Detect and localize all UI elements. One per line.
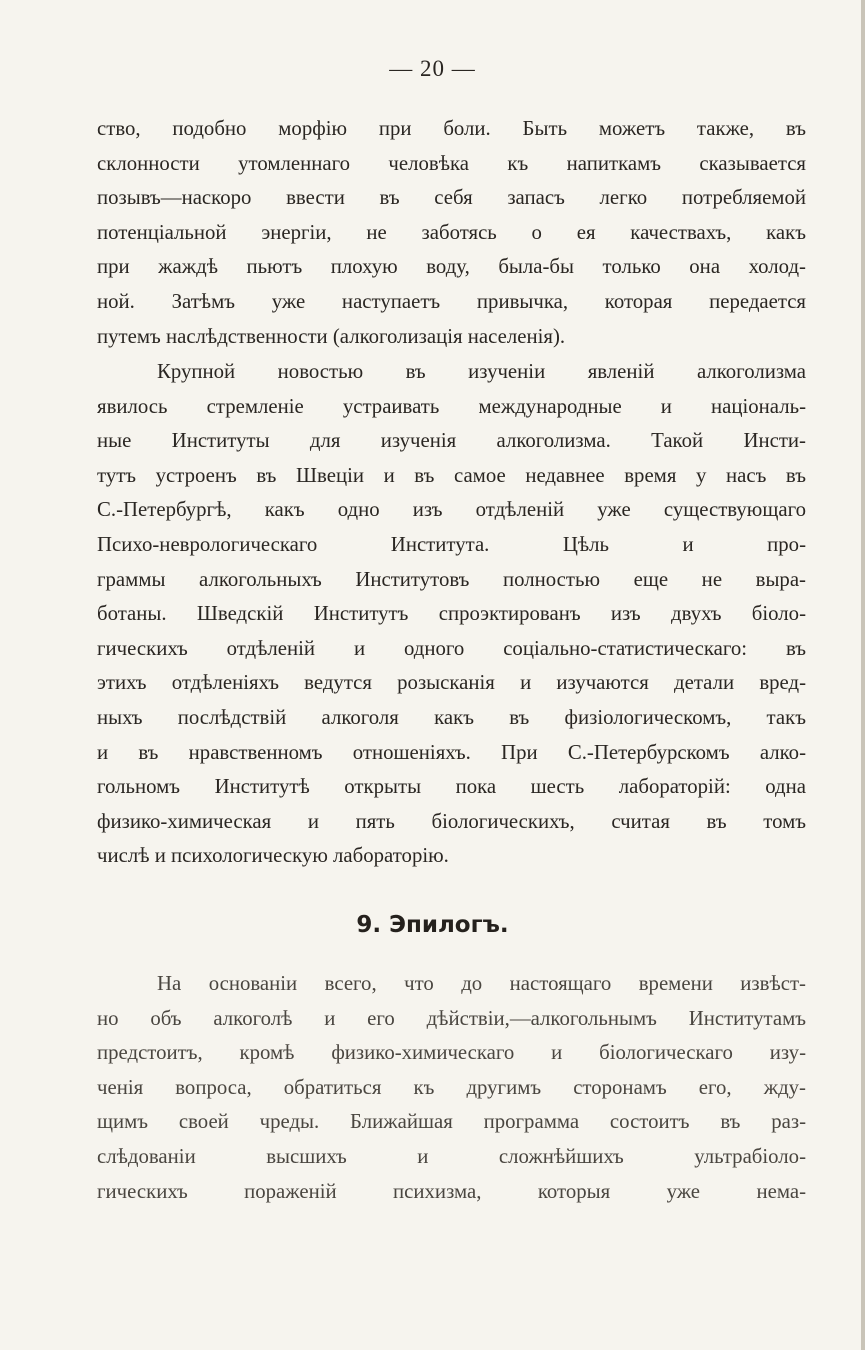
text-line: ныхъ послѣдствій алкоголя какъ въ физіологическомъ, такъ — [97, 705, 806, 729]
text-line: ной. Затѣмъ уже наступаетъ привычка, которая передается — [97, 289, 806, 313]
section-heading: 9. Эпилогъ. — [356, 912, 509, 938]
text-line: потенціальной энергіи, не заботясь о ея качествахъ, какъ — [97, 220, 806, 244]
text-line: гольномъ Институтѣ открыты пока шесть лабораторій: одна — [97, 775, 806, 799]
text-line: Крупной новостью въ изученіи явленій алкоголизма — [157, 360, 806, 383]
text-line: слѣдованіи высшихъ и сложнѣйшихъ ультрабіоло- — [97, 1144, 806, 1168]
text-line: позывъ—наскоро ввести въ себя запасъ легко потребляемой — [97, 186, 806, 210]
text-line: С.-Петербургѣ, какъ одно изъ отдѣленій уже существующаго — [97, 498, 806, 522]
text-line: путемъ наслѣдственности (алкоголизація населенія). — [97, 324, 566, 348]
text-line: этихъ отдѣленіяхъ ведутся розысканія и изучаются детали вред- — [97, 671, 806, 695]
text-line: и въ нравственномъ отношеніяхъ. При С.-Петербурскомъ алко- — [97, 740, 806, 764]
page-edge-shadow — [861, 0, 865, 1350]
text-line: числѣ и психологическую лабораторію. — [97, 844, 449, 868]
text-line: граммы алкогольныхъ Институтовъ полностью еще не выра- — [97, 567, 806, 591]
text-line: щимъ своей чреды. Ближайшая программа состоитъ въ раз- — [97, 1110, 806, 1134]
text-line: но объ алкоголѣ и его дѣйствіи,—алкогольнымъ Институтамъ — [97, 1006, 806, 1030]
text-line: физико-химическая и пять біологическихъ, считая въ томъ — [97, 809, 806, 833]
text-line: явилось стремленіе устраивать международные и національ- — [97, 394, 806, 418]
text-line: На основаніи всего, что до настоящаго времени извѣст- — [157, 972, 806, 995]
text-line: ные Институты для изученія алкоголизма. Такой Инсти- — [97, 429, 806, 453]
text-line: тутъ устроенъ въ Швеціи и въ самое недавнее время у насъ въ — [97, 463, 806, 487]
text-line: предстоитъ, кромѣ физико-химическаго и біологическаго изу- — [97, 1041, 806, 1065]
text-line: гическихъ пораженій психизма, которыя уже нема- — [97, 1179, 806, 1203]
text-line: ченія вопроса, обратиться къ другимъ сторонамъ его, жду- — [97, 1075, 806, 1099]
text-line: ство, подобно морфію при боли. Быть можетъ также, въ — [97, 117, 806, 140]
paragraph-epilogue — [97, 967, 806, 1209]
text-line: ботаны. Шведскій Институтъ спроэктированъ изъ двухъ біоло- — [97, 602, 806, 626]
page-number: — 20 — — [389, 56, 476, 81]
text-line: склонности утомленнаго человѣка къ напиткамъ сказывается — [97, 151, 806, 175]
paragraph-institutes — [97, 355, 806, 874]
text-line: при жаждѣ пьютъ плохую воду, была-бы только она холод- — [97, 255, 806, 279]
text-line: гическихъ отдѣленій и одного соціально-статистическаго: въ — [97, 636, 806, 660]
text-line: Психо-неврологическаго Института. Цѣль и про- — [97, 532, 806, 556]
paragraph-continuation — [97, 112, 806, 354]
